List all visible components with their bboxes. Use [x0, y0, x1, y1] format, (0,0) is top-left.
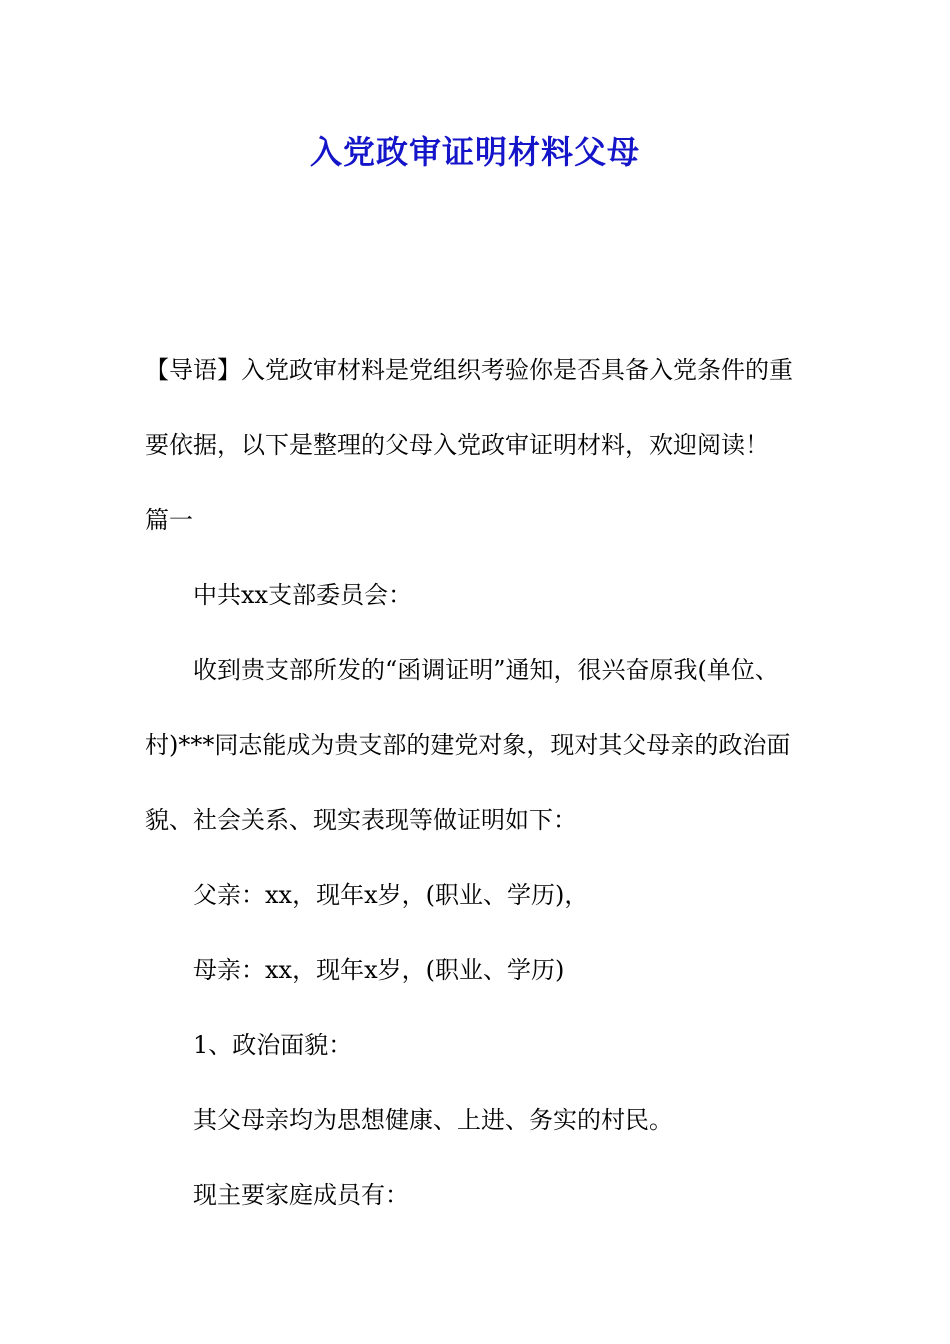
salutation: 中共xx支部委员会： [193, 581, 413, 609]
intro-line-1: 【导语】入党政审材料是党组织考验你是否具备入党条件的重 [145, 356, 793, 384]
mother-info: 母亲：xx，现年x岁，(职业、学历) [193, 956, 565, 984]
item-heading: 1、政治面貌： [193, 1031, 353, 1059]
body-line-2: 村)***同志能成为贵支部的建党对象，现对其父母亲的政治面 [145, 731, 791, 759]
family-members-heading: 现主要家庭成员有： [193, 1181, 409, 1209]
document-title: 入党政审证明材料父母 [309, 133, 640, 171]
body-line-1: 收到贵支部所发的“函调证明”通知，很兴奋原我(单位、 [193, 656, 779, 684]
section-heading: 篇一 [145, 506, 193, 534]
item-body: 其父母亲均为思想健康、上进、务实的村民。 [193, 1106, 673, 1134]
father-info: 父亲：xx，现年x岁，(职业、学历)， [193, 881, 589, 909]
intro-line-2: 要依据，以下是整理的父母入党政审证明材料，欢迎阅读！ [145, 431, 769, 459]
body-line-3: 貌、社会关系、现实表现等做证明如下： [145, 806, 577, 834]
